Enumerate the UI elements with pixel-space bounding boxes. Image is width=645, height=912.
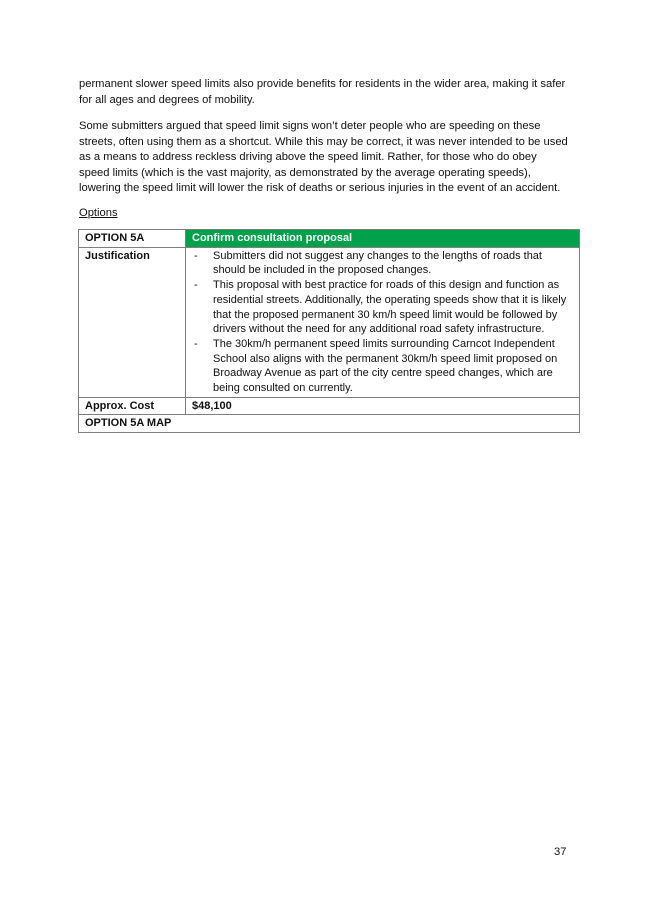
justification-label-cell: Justification [79, 247, 186, 397]
justification-item-text: Submitters did not suggest any changes to the lengths of roads that should be included in the proposed changes. [213, 249, 542, 277]
paragraph-mobility: permanent slower speed limits also provide benefits for residents in the wider area, making it safer for all ages and degrees of mobility. [79, 78, 566, 106]
page-number: 37 [554, 846, 567, 858]
cost-value-cell: $48,100 [186, 397, 580, 415]
option-title-cell: Confirm consultation proposal [186, 230, 580, 248]
justification-list [192, 249, 573, 396]
justification-row [79, 247, 580, 397]
cost-label-cell: Approx. Cost [79, 397, 186, 415]
option-header-row [79, 230, 580, 248]
bullet-dash: - [194, 337, 198, 350]
bullet-dash: - [194, 279, 198, 292]
option-label-cell: OPTION 5A [79, 230, 186, 248]
justification-item [192, 249, 573, 278]
paragraph-submitters: Some submitters argued that speed limit signs won’t deter people who are speeding on these streets, often using them as a shortcut. While this may be correct, it was never intended to be used as a means to address reckless driving above the speed limit. Rather, for those who do obey speed limits (which is the vast majority, as demonstrated by the average operating speeds), lowering the speed limit will lower the risk of deaths or serious injuries in the event of an accident. [79, 120, 568, 194]
justification-item-text: This proposal with best practice for roads of this design and function as residential streets. Additionally, the operating speeds show that it is likely that the proposed permanent 30 km/h speed limit would be followed by drivers without the need for any additional road safety infrastructure. [213, 279, 567, 336]
justification-item [192, 278, 573, 337]
justification-item [192, 337, 573, 396]
bullet-dash: - [194, 249, 198, 262]
cost-row [79, 397, 580, 415]
justification-item-text: The 30km/h permanent speed limits surrounding Carncot Independent School also aligns with the permanent 30km/h speed limit proposed on Broadway Avenue as part of the city centre speed changes, which are being consulted on currently. [213, 337, 558, 395]
justification-content-cell [186, 247, 580, 397]
option-5a-table [78, 229, 580, 433]
map-row [79, 415, 580, 433]
options-heading: Options [79, 207, 118, 219]
map-label-cell: OPTION 5A MAP [79, 415, 580, 433]
